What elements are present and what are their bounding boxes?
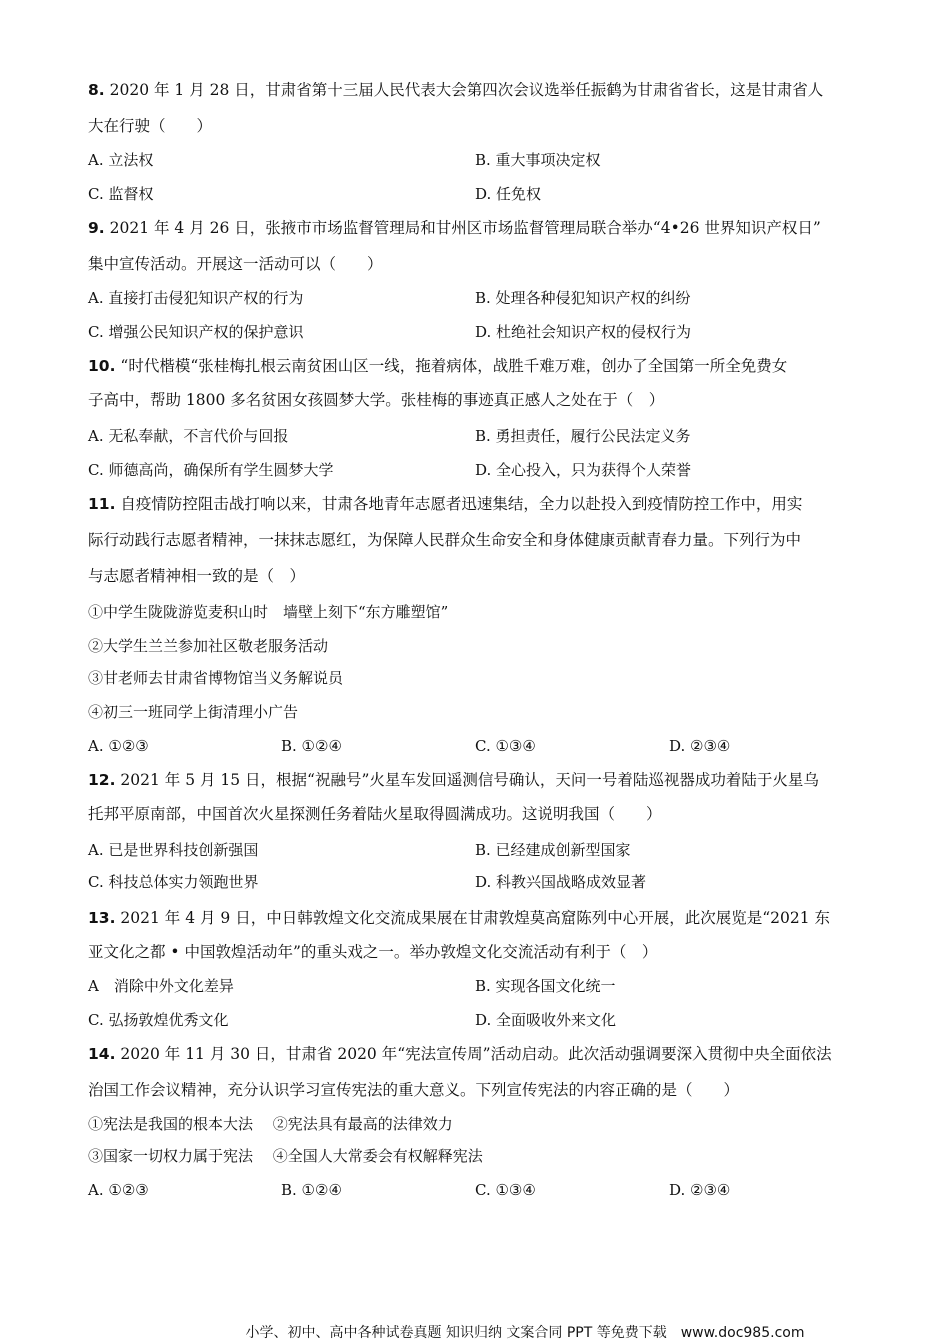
footer-watermark: 小学、初中、高中各种试卷真题 知识归纳 文案合同 PPT 等免费下载 www.doc985.com — [245, 1325, 805, 1341]
statement-1: ①中学生陇陇游览麦积山时 墙壁上刻下“东方雕塑馆” — [88, 603, 449, 621]
statement-4: ④初三一班同学上街清理小广告 — [88, 703, 299, 721]
option-b: B. ①②④ — [281, 737, 342, 755]
option-a: A. 无私奉献，不言代价与回报 — [88, 427, 289, 445]
question-number: 8. — [88, 81, 105, 99]
statement-3-4: ③国家一切权力属于宪法 ④全国人大常委会有权解释宪法 — [88, 1147, 483, 1165]
option-d: D. 科教兴国战略成效显著 — [475, 873, 647, 891]
option-a: A. ①②③ — [88, 737, 149, 755]
question-11-line-3: 与志愿者精神相一致的是（ ） — [88, 567, 306, 585]
question-11-line-2: 际行动践行志愿者精神，一抹抹志愿红，为保障人民群众生命安全和身体健康贡献青春力量。下列行为中 — [88, 531, 802, 549]
option-d: D. ②③④ — [669, 737, 731, 755]
option-b: B. 实现各国文化统一 — [475, 977, 616, 995]
question-14-line-2: 治国工作会议精神，充分认识学习宣传宪法的重大意义。下列宣传宪法的内容正确的是（ ） — [88, 1081, 740, 1099]
question-number: 14. — [88, 1045, 116, 1063]
option-d: D. 全心投入，只为获得个人荣誉 — [475, 461, 692, 479]
option-b: B. 勇担责任，履行公民法定义务 — [475, 427, 691, 445]
option-a: A. 已是世界科技创新强国 — [88, 841, 259, 859]
option-c: C. 科技总体实力领跑世界 — [88, 873, 259, 891]
question-number: 9. — [88, 219, 105, 237]
option-c: C. 弘扬敦煌优秀文化 — [88, 1011, 229, 1029]
question-10-line-1: 10. “时代楷模“张桂梅扎根云南贫困山区一线，拖着病体，战胜千难万难，创办了全国第一所全免费女 — [88, 357, 788, 375]
statement-1-2: ①宪法是我国的根本大法 ②宪法具有最高的法律效力 — [88, 1115, 453, 1133]
question-10-line-2: 子高中，帮助 1800 多名贫困女孩圆梦大学。张桂梅的事迹真正感人之处在于（ ） — [88, 391, 665, 409]
question-9-line-2: 集中宣传活动。开展这一活动可以（ ） — [88, 255, 383, 273]
question-9-line-1: 9. 2021 年 4 月 26 日，张掖市市场监督管理局和甘州区市场监督管理局联合举办“4•26 世界知识产权日” — [88, 219, 821, 237]
question-11-line-1: 11. 自疫情防控阻击战打响以来，甘肃各地青年志愿者迅速集结，全力以赴投入到疫情防控工作中，用实 — [88, 495, 803, 513]
option-d: D. 杜绝社会知识产权的侵权行为 — [475, 323, 692, 341]
option-c: C. 增强公民知识产权的保护意识 — [88, 323, 304, 341]
option-b: B. 处理各种侵犯知识产权的纠纷 — [475, 289, 691, 307]
question-number: 12. — [88, 771, 116, 789]
option-b: B. ①②④ — [281, 1181, 342, 1199]
option-a: A. ①②③ — [88, 1181, 149, 1199]
option-c: C. ①③④ — [475, 737, 536, 755]
option-b: B. 重大事项决定权 — [475, 151, 601, 169]
option-b: B. 已经建成创新型国家 — [475, 841, 631, 859]
question-14-line-1: 14. 2020 年 11 月 30 日，甘肃省 2020 年“宪法宣传周”活动启动。此次活动强调要深入贯彻中央全面依法 — [88, 1045, 832, 1063]
option-d: D. 全面吸收外来文化 — [475, 1011, 617, 1029]
option-a: A. 直接打击侵犯知识产权的行为 — [88, 289, 304, 307]
question-number: 10. — [88, 357, 116, 375]
question-number: 11. — [88, 495, 116, 513]
option-c: C. 监督权 — [88, 185, 154, 203]
option-a: A. 立法权 — [88, 151, 154, 169]
option-d: D. 任免权 — [475, 185, 542, 203]
option-c: C. ①③④ — [475, 1181, 536, 1199]
option-c: C. 师德高尚，确保所有学生圆梦大学 — [88, 461, 334, 479]
question-12-line-2: 托邦平原南部，中国首次火星探测任务着陆火星取得圆满成功。这说明我国（ ） — [88, 805, 662, 823]
question-8-line-2: 大在行驶（ ） — [88, 117, 213, 135]
option-a: A 消除中外文化差异 — [88, 977, 234, 995]
option-d: D. ②③④ — [669, 1181, 731, 1199]
statement-2: ②大学生兰兰参加社区敬老服务活动 — [88, 637, 329, 655]
question-13-line-1: 13. 2021 年 4 月 9 日，中日韩敦煌文化交流成果展在甘肃敦煌莫高窟陈列中心开展，此次展览是“2021 东 — [88, 909, 831, 927]
question-13-line-2: 亚文化之都 • 中国敦煌活动年”的重头戏之一。举办敦煌文化交流活动有利于（ ） — [88, 943, 658, 961]
question-12-line-1: 12. 2021 年 5 月 15 日，根据“祝融号”火星车发回遥测信号确认，天问一号着陆巡视器成功着陆于火星乌 — [88, 771, 819, 789]
question-number: 13. — [88, 909, 116, 927]
question-8-line-1: 8. 2020 年 1 月 28 日，甘肃省第十三届人民代表大会第四次会议选举任振鹤为甘肃省省长，这是甘肃省人 — [88, 81, 824, 99]
statement-3: ③甘老师去甘肃省博物馆当义务解说员 — [88, 669, 344, 687]
